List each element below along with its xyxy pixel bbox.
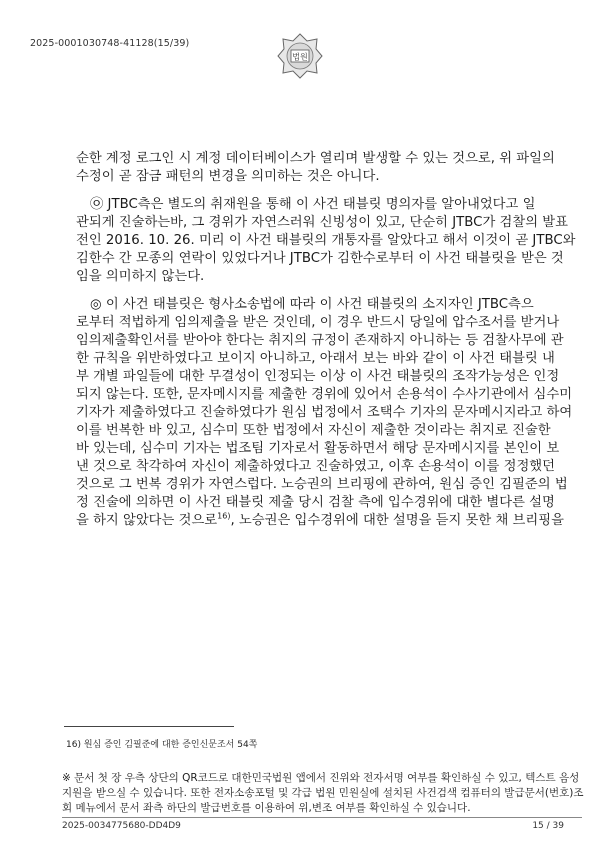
text-line: 전인 2016. 10. 26. 미리 이 사건 태블릿의 개통자를 알았다고 해서 이것이 곧 JTBC와 <box>76 233 576 248</box>
text-line: 이를 번복한 바 있고, 심수미 또한 법정에서 자신이 제출한 것이라는 취지로 진술한 <box>76 423 551 438</box>
footer-divider <box>62 817 582 818</box>
court-seal-icon <box>276 32 324 80</box>
text-line: 수정이 곧 잠금 패턴의 변경을 의미하는 것은 아니다. <box>76 169 380 184</box>
issue-number: 2025-0034775680-DD4D9 <box>62 821 181 831</box>
verification-notice <box>62 771 582 816</box>
text-line: 되지 않는다. 또한, 문자메시지를 제출한 경위에 있어서 손용석이 수사기관에서 심수미 <box>76 387 573 402</box>
text-line <box>76 511 564 530</box>
paragraph-1 <box>76 150 555 186</box>
page-number: 15 / 39 <box>532 821 564 831</box>
text-line: 기자가 제출하였다고 진술하였다가 원심 법정에서 조택수 기자의 문자메시지라고 하여 <box>76 405 573 420</box>
paragraph-3 <box>76 296 573 530</box>
text-line: ◎ 이 사건 태블릿은 형사소송법에 따라 이 사건 태블릿의 소지자인 JTBC측으 <box>90 297 534 312</box>
text-line: 김한수 간 모종의 연락이 있었다거나 JTBC가 김한수로부터 이 사건 태블릿을 받은 것 <box>76 251 564 266</box>
notice-line: ※ 문서 첫 장 우측 상단의 QR코드로 대한민국법원 앱에서 진위와 전자서명 여부를 확인하실 수 있고, 텍스트 음성 <box>62 772 580 784</box>
document-body <box>76 150 576 530</box>
footnote-divider <box>64 726 234 727</box>
text-line: 정 진술에 의하면 이 사건 태블릿 제출 당시 검찰 측에 입수경위에 대한 별다른 설명 <box>76 495 555 510</box>
text-line: 부 개별 파일들에 대한 무결성이 인정되는 이상 이 사건 태블릿의 조작가능성은 인정 <box>76 369 560 384</box>
text-line: 순한 계정 로그인 시 계정 데이터베이스가 열리며 발생할 수 있는 것으로, 위 파일의 <box>76 151 555 166</box>
seal-text: 법원 <box>292 52 308 62</box>
text-segment: 을 하지 않았다는 것으로 <box>76 513 218 528</box>
text-line: 관되게 진술하는바, 그 경위가 자연스러워 신빙성이 있고, 단순히 JTBC가 검찰의 발표 <box>76 215 568 230</box>
document-id: 2025-0001030748-41128(15/39) <box>30 38 190 49</box>
notice-line: 회 메뉴에서 문서 좌측 하단의 발급번호를 이용하여 위,변조 여부를 확인하실 수 있습니다. <box>62 802 471 814</box>
text-line: 로부터 적법하게 임의제출을 받은 것인데, 이 경우 반드시 당일에 압수조서를 받거나 <box>76 315 560 330</box>
text-line: 것으로 그 번복 경위가 자연스럽다. 노승권의 브리핑에 관하여, 원심 증인 김필준의 법 <box>76 477 568 492</box>
footnote-16: 16) 원심 증인 김필준에 대한 증인신문조서 54쪽 <box>66 740 258 750</box>
paragraph-2 <box>76 196 576 286</box>
notice-line: 지원을 받으실 수 있습니다. 또한 전자소송포털 및 각급 법원 민원실에 설치된 사건검색 컴퓨터의 발급문서(번호)조 <box>62 787 584 799</box>
text-line: 낸 것으로 착각하여 자신이 제출하였다고 진술하였고, 이후 손용석이 이를 정정했던 <box>76 459 555 474</box>
text-line: 임의제출확인서를 받아야 한다는 취지의 규정이 존재하지 아니하는 등 검찰사무에 관 <box>76 333 564 348</box>
footnote-reference: 16) <box>217 511 231 521</box>
text-line: ㉧ JTBC측은 별도의 취재원을 통해 이 사건 태블릿 명의자를 알아내었다고 일 <box>90 197 536 212</box>
text-line: 한 규칙을 위반하였다고 보이지 아니하고, 아래서 보는 바와 같이 이 사건 태블릿 내 <box>76 351 555 366</box>
text-segment: , 노승권은 입수경위에 대한 설명을 듣지 못한 채 브리핑을 <box>230 513 564 528</box>
text-line: 임을 의미하지 않는다. <box>76 269 205 284</box>
text-line: 바 있는데, 심수미 기자는 법조팀 기자로서 활동하면서 해당 문자메시지를 본인이 보 <box>76 441 560 456</box>
